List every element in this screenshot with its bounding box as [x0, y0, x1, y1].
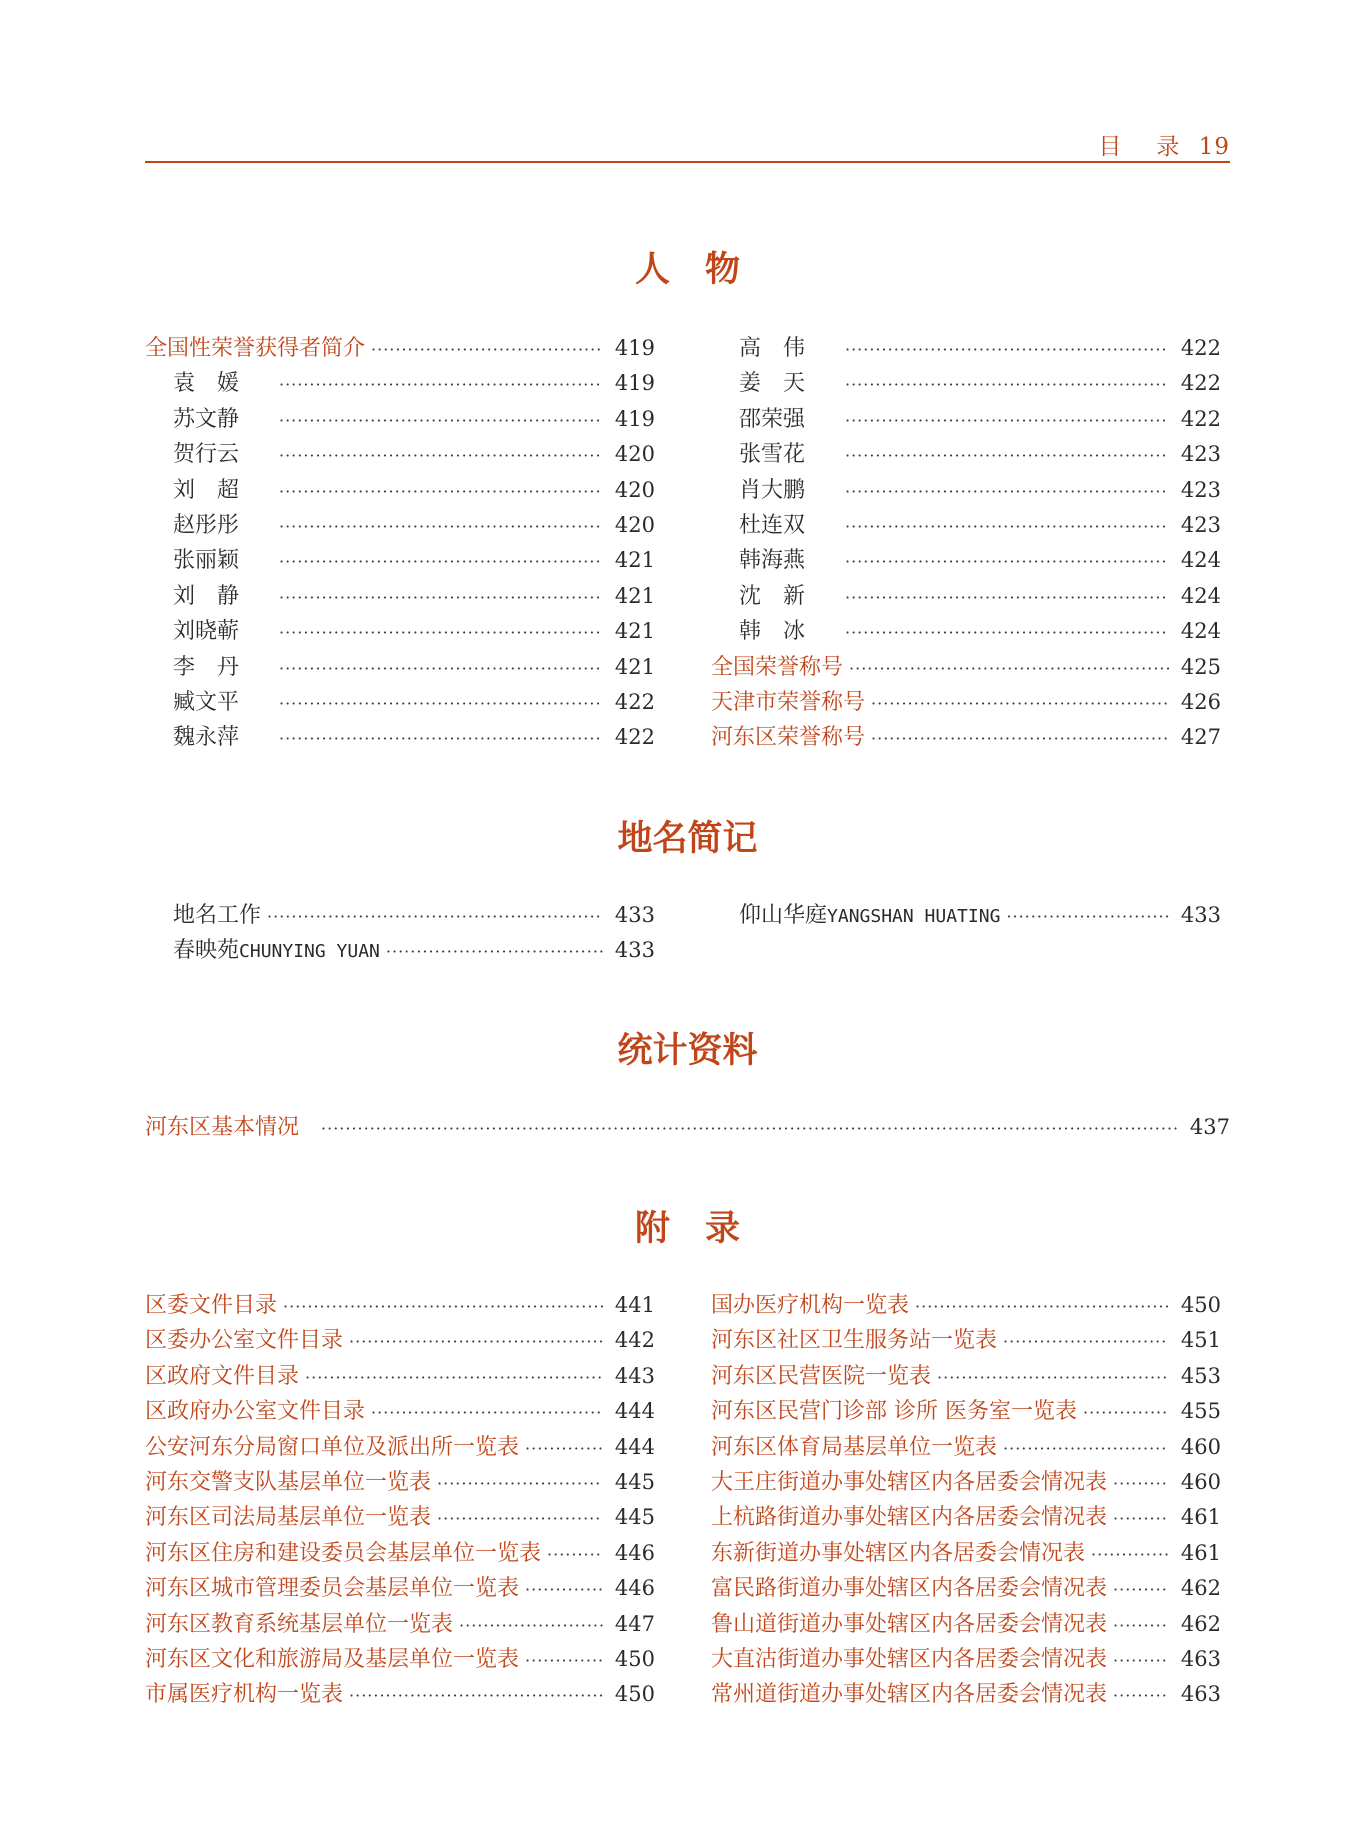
toc-entry[interactable]: 国办医疗机构一览表 ····· 450 [711, 1288, 1221, 1323]
toc-entry[interactable]: 河东区司法局基层单位一览表 ····· 445 [145, 1500, 655, 1535]
toc-entry[interactable]: 市属医疗机构一览表 ····· 450 [145, 1677, 655, 1712]
section-title-people: 人 物 [634, 250, 740, 290]
toc-entry[interactable]: 邵荣强 ····· 422 [711, 402, 1221, 437]
toc-entry[interactable]: 区政府办公室文件目录 ····· 444 [145, 1394, 655, 1429]
people-right-column [711, 331, 1221, 756]
toc-entry[interactable]: 仰山华庭YANGSHAN HUATING ····· 433 [711, 898, 1221, 933]
toc-entry[interactable]: 赵彤彤 ····· 420 [145, 508, 655, 543]
toc-entry[interactable]: 鲁山道街道办事处辖区内各居委会情况表 ····· 462 [711, 1607, 1221, 1642]
toc-entry[interactable]: 区政府文件目录 ····· 443 [145, 1359, 655, 1394]
toc-entry[interactable]: 李 丹 ····· 421 [145, 650, 655, 685]
toc-entry[interactable]: 全国性荣誉获得者简介 ····· 419 [145, 331, 655, 366]
appendix-right-column [711, 1288, 1221, 1713]
toc-entry[interactable]: 韩 冰 ····· 424 [711, 614, 1221, 649]
toc-entry[interactable]: 上杭路街道办事处辖区内各居委会情况表 ····· 461 [711, 1500, 1221, 1535]
section-title-placenames: 地名简记 [617, 819, 758, 859]
toc-entry[interactable]: 臧文平 ····· 422 [145, 685, 655, 720]
toc-entry[interactable]: 常州道街道办事处辖区内各居委会情况表 ····· 463 [711, 1677, 1221, 1712]
toc-entry[interactable]: 春映苑CHUNYING YUAN ····· 433 [145, 933, 655, 968]
toc-entry[interactable]: 公安河东分局窗口单位及派出所一览表 ····· 444 [145, 1430, 655, 1465]
toc-entry[interactable]: 河东交警支队基层单位一览表 ····· 445 [145, 1465, 655, 1500]
toc-entry[interactable]: 河东区社区卫生服务站一览表 ····· 451 [711, 1323, 1221, 1358]
toc-entry[interactable]: 天津市荣誉称号 ····· 426 [711, 685, 1221, 720]
toc-entry[interactable]: 河东区教育系统基层单位一览表 ····· 447 [145, 1607, 655, 1642]
toc-entry[interactable]: 河东区民营门诊部 诊所 医务室一览表 ····· 455 [711, 1394, 1221, 1429]
header-page-number: 19 [1198, 134, 1230, 160]
toc-entry[interactable]: 河东区城市管理委员会基层单位一览表 ····· 446 [145, 1571, 655, 1606]
toc-entry[interactable]: 高 伟 ····· 422 [711, 331, 1221, 366]
header-label: 目 录 [1098, 134, 1186, 160]
statistics-column [145, 1110, 1230, 1145]
toc-entry[interactable]: 河东区住房和建设委员会基层单位一览表 ····· 446 [145, 1536, 655, 1571]
toc-entry[interactable]: 张雪花 ····· 423 [711, 437, 1221, 472]
toc-entry[interactable]: 姜 天 ····· 422 [711, 366, 1221, 401]
toc-entry[interactable]: 河东区体育局基层单位一览表 ····· 460 [711, 1430, 1221, 1465]
running-header [145, 128, 1230, 161]
toc-entry[interactable]: 张丽颖 ····· 421 [145, 543, 655, 578]
toc-entry[interactable]: 富民路街道办事处辖区内各居委会情况表 ····· 462 [711, 1571, 1221, 1606]
toc-entry[interactable]: 河东区民营医院一览表 ····· 453 [711, 1359, 1221, 1394]
toc-entry[interactable]: 大直沽街道办事处辖区内各居委会情况表 ····· 463 [711, 1642, 1221, 1677]
toc-entry[interactable]: 河东区文化和旅游局及基层单位一览表 ····· 450 [145, 1642, 655, 1677]
toc-entry[interactable]: 区委办公室文件目录 ····· 442 [145, 1323, 655, 1358]
section-title-statistics: 统计资料 [617, 1031, 758, 1071]
toc-entry[interactable]: 刘 超 ····· 420 [145, 473, 655, 508]
appendix-left-column [145, 1288, 655, 1713]
toc-entry[interactable]: 肖大鹏 ····· 423 [711, 473, 1221, 508]
toc-entry[interactable]: 沈 新 ····· 424 [711, 579, 1221, 614]
toc-entry[interactable]: 袁 媛 ····· 419 [145, 366, 655, 401]
section-title-appendix: 附 录 [634, 1209, 740, 1249]
toc-entry[interactable]: 区委文件目录 ····· 441 [145, 1288, 655, 1323]
toc-entry[interactable]: 杜连双 ····· 423 [711, 508, 1221, 543]
toc-entry[interactable]: 大王庄街道办事处辖区内各居委会情况表 ····· 460 [711, 1465, 1221, 1500]
toc-entry[interactable]: 魏永萍 ····· 422 [145, 720, 655, 755]
toc-entry[interactable]: 河东区基本情况 ····· 437 [145, 1110, 1230, 1145]
toc-entry[interactable]: 东新街道办事处辖区内各居委会情况表 ····· 461 [711, 1536, 1221, 1571]
toc-entry[interactable]: 全国荣誉称号 ····· 425 [711, 650, 1221, 685]
toc-entry[interactable]: 刘晓蕲 ····· 421 [145, 614, 655, 649]
people-left-column [145, 331, 655, 756]
toc-entry[interactable]: 河东区荣誉称号 ····· 427 [711, 720, 1221, 755]
placenames-right-column [711, 898, 1221, 933]
placenames-left-column [145, 898, 655, 969]
header-rule [145, 161, 1230, 163]
toc-entry[interactable]: 刘 静 ····· 421 [145, 579, 655, 614]
toc-entry[interactable]: 地名工作 ····· 433 [145, 898, 655, 933]
toc-entry[interactable]: 贺行云 ····· 420 [145, 437, 655, 472]
toc-entry[interactable]: 韩海燕 ····· 424 [711, 543, 1221, 578]
toc-entry[interactable]: 苏文静 ····· 419 [145, 402, 655, 437]
